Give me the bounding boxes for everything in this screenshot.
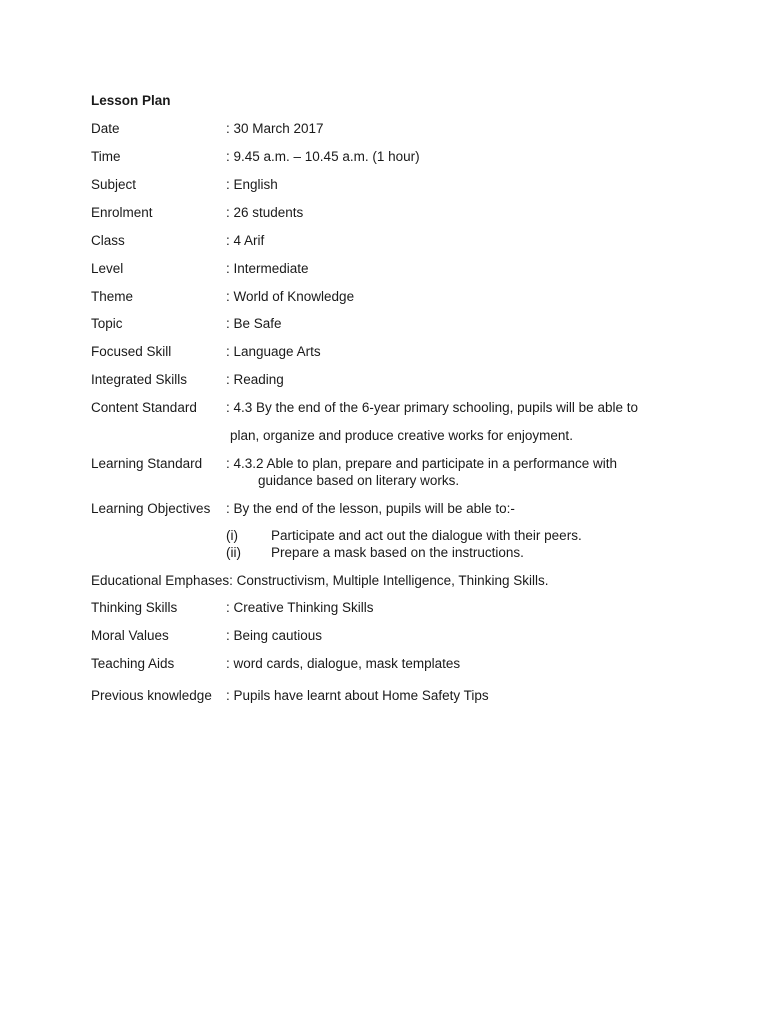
educational-emphases: Educational Emphases: Constructivism, Multiple Intelligence, Thinking Skills. [91, 573, 549, 588]
content-standard-continuation: plan, organize and produce creative works for enjoyment. [230, 428, 573, 443]
label-level: Level [91, 261, 124, 276]
value-topic: : Be Safe [226, 316, 282, 331]
label-thinking-skills: Thinking Skills [91, 600, 178, 615]
label-integrated-skills: Integrated Skills [91, 372, 188, 387]
objective-number: (ii) [226, 545, 241, 560]
objective-number: (i) [226, 528, 238, 543]
page-title: Lesson Plan [91, 93, 171, 108]
value-focused-skill: : Language Arts [226, 344, 321, 359]
value-content-standard: : 4.3 By the end of the 6-year primary schooling, pupils will be able to [226, 400, 638, 415]
label-teaching-aids: Teaching Aids [91, 656, 175, 671]
label-topic: Topic [91, 316, 123, 331]
value-date: : 30 March 2017 [226, 121, 324, 136]
value-level: : Intermediate [226, 261, 309, 276]
label-theme: Theme [91, 289, 134, 304]
label-enrolment: Enrolment [91, 205, 153, 220]
value-time: : 9.45 a.m. – 10.45 a.m. (1 hour) [226, 149, 420, 164]
value-previous-knowledge: : Pupils have learnt about Home Safety Tips [226, 688, 489, 703]
value-teaching-aids: : word cards, dialogue, mask templates [226, 656, 461, 671]
objective-text: Prepare a mask based on the instructions. [271, 545, 524, 560]
label-focused-skill: Focused Skill [91, 344, 172, 359]
label-time: Time [91, 149, 121, 164]
objective-text: Participate and act out the dialogue with their peers. [271, 528, 582, 543]
value-moral-values: : Being cautious [226, 628, 323, 643]
value-integrated-skills: : Reading [226, 372, 284, 387]
value-subject: : English [226, 177, 278, 192]
learning-standard-continuation: guidance based on literary works. [258, 473, 460, 488]
label-moral-values: Moral Values [91, 628, 169, 643]
value-enrolment: : 26 students [226, 205, 304, 220]
value-learning-objectives: : By the end of the lesson, pupils will be able to:- [226, 501, 515, 516]
value-theme: : World of Knowledge [226, 289, 355, 304]
label-content-standard: Content Standard [91, 400, 197, 415]
label-class: Class [91, 233, 125, 248]
label-date: Date [91, 121, 120, 136]
value-thinking-skills: : Creative Thinking Skills [226, 600, 374, 615]
label-learning-objectives: Learning Objectives [91, 501, 211, 516]
label-subject: Subject [91, 177, 137, 192]
value-learning-standard: : 4.3.2 Able to plan, prepare and participate in a performance with [226, 456, 617, 471]
label-learning-standard: Learning Standard [91, 456, 203, 471]
value-class: : 4 Arif [226, 233, 265, 248]
label-previous-knowledge: Previous knowledge [91, 688, 212, 703]
